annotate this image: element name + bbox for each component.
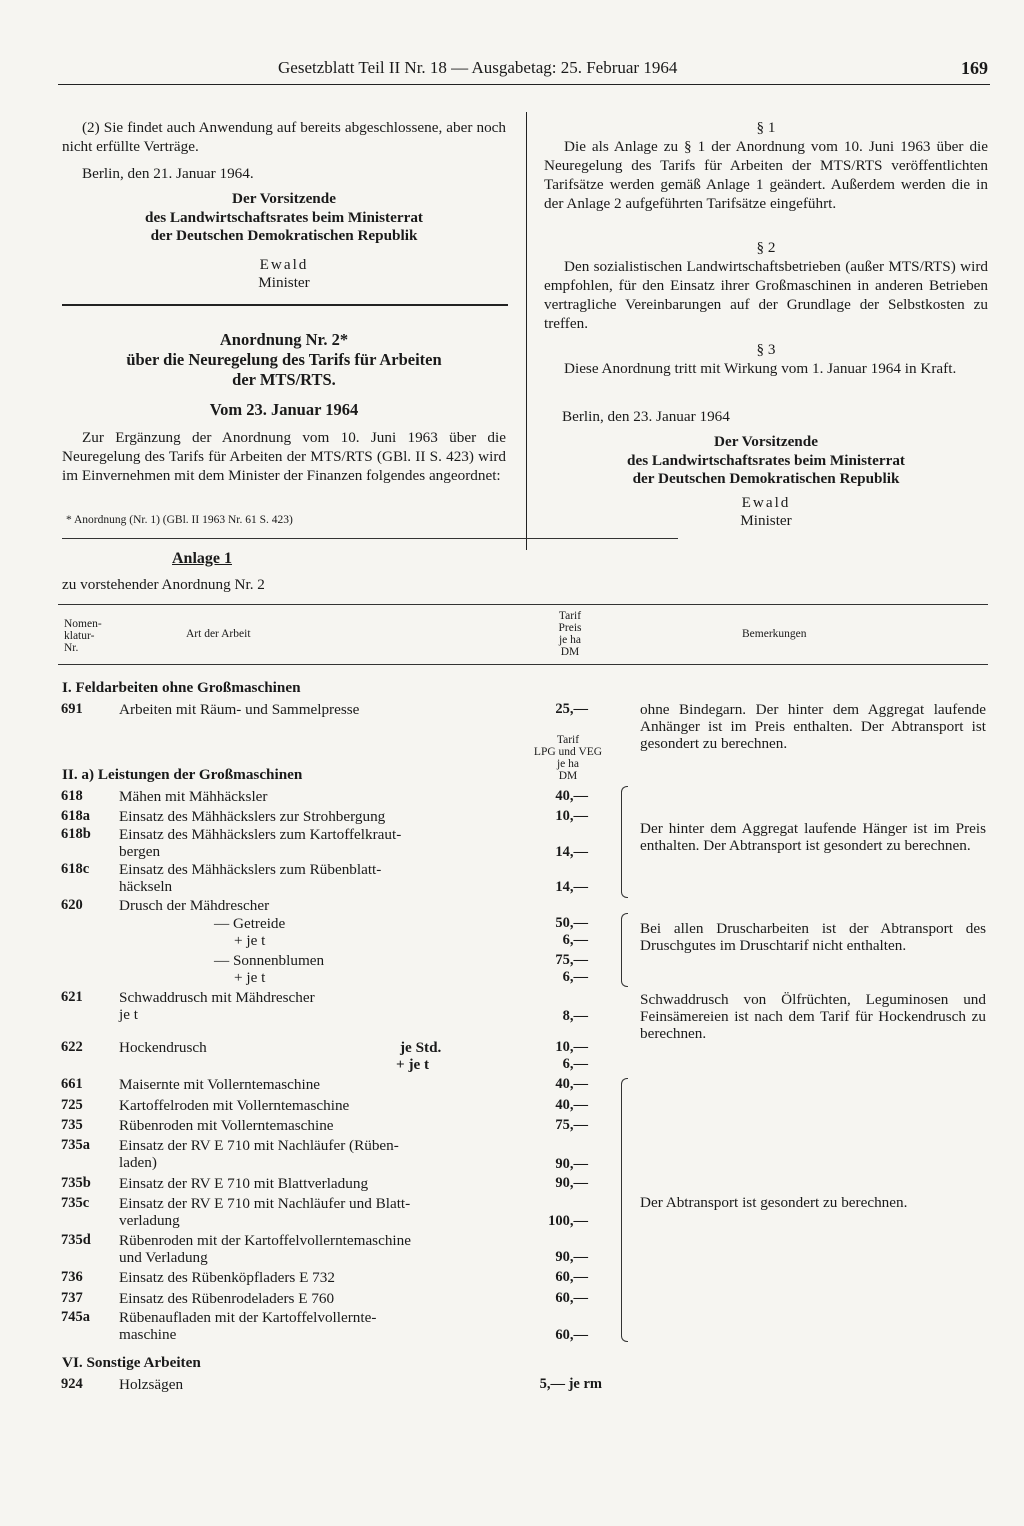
row-price: 8,— — [562, 1008, 588, 1024]
title-line-3: der MTS/RTS. — [232, 370, 336, 389]
row-art: Drusch der Mähdrescher — [119, 897, 270, 914]
page-header — [60, 58, 992, 82]
col-header-tarif-lpg: Tarif LPG und VEG je ha DM — [533, 734, 603, 782]
paragraph-2: (2) Sie findet auch Anwendung auf bereits abgeschlossene, aber noch nicht erfüllte Verträge. — [62, 119, 506, 155]
col-header-nr: Nomen- klatur- Nr. — [64, 618, 102, 654]
signatory-name: Ewald — [741, 494, 791, 511]
table-header-rule — [58, 664, 988, 665]
section-I-heading: I. Feldarbeiten ohne Großmaschinen — [62, 679, 301, 696]
sig-line-2: des Landwirtschaftsrates beim Ministerrat — [145, 208, 423, 226]
row-art: Einsatz des Mähhäckslers zur Strohbergung — [119, 808, 386, 825]
row-nr: 618a — [61, 808, 90, 824]
column-divider — [526, 112, 527, 550]
row-price: 75,— — [555, 1117, 588, 1133]
footnote-rule — [62, 538, 678, 539]
remark: Schwaddrusch von Ölfrüchten, Leguminosen und Feinsämereien ist nach dem Tarif für Hockendrusch zu berechnen. — [640, 991, 986, 1042]
row-art: — Sonnenblumen — [214, 952, 325, 969]
row-art: Rübenaufladen mit der Kartoffelvollernte- maschine — [119, 1309, 377, 1343]
row-art: Einsatz des Mähhäckslers zum Rübenblatt- häckseln — [119, 861, 382, 895]
row-price: 40,— — [555, 1076, 588, 1092]
row-price: 14,— — [555, 844, 588, 860]
row-price: 60,— — [555, 1327, 588, 1343]
col-header-bem: Bemerkungen — [742, 628, 807, 640]
remark: ohne Bindegarn. Der hinter dem Aggregat laufende Anhänger ist im Preis enthalten. Der Abtransport ist gesondert zu berechnen. — [640, 701, 986, 752]
page-number: 169 — [961, 58, 988, 78]
signatory-name: Ewald — [259, 256, 309, 273]
row-nr: 691 — [61, 701, 83, 717]
remark: Der hinter dem Aggregat laufende Hänger ist im Preis enthalten. Der Abtransport ist gesondert zu berechnen. — [640, 820, 986, 854]
group-brace — [621, 786, 628, 898]
row-art: Rübenroden mit Vollerntemaschine — [119, 1117, 334, 1134]
col-header-tarif: Tarif Preis je ha DM — [558, 610, 582, 658]
row-art: Einsatz der RV E 710 mit Nachläufer und Blatt- verladung — [119, 1195, 411, 1229]
row-art: Schwaddrusch mit Mähdrescher je t — [119, 989, 315, 1023]
row-art: Einsatz der RV E 710 mit Nachläufer (Rüben- laden) — [119, 1137, 399, 1171]
row-nr: 735d — [61, 1232, 91, 1248]
row-unit: + je t — [396, 1056, 430, 1073]
title-line-1: Anordnung Nr. 2* — [219, 330, 349, 349]
signatory-1 — [62, 256, 506, 292]
section-2-text: Den sozialistischen Landwirtschaftsbetrieben (außer MTS/RTS) wird empfohlen, für den Einsatz ihrer Großmaschinen in anderen Betrieben vertragliche Vereinbarungen auf der Grundlage der Selbstkosten zu treffen. — [544, 258, 988, 332]
row-price: 75,— — [555, 952, 588, 968]
row-art: + je t — [234, 969, 266, 986]
row-nr: 620 — [61, 897, 83, 913]
sig-line-1: Der Vorsitzende — [714, 433, 818, 450]
row-art: Kartoffelroden mit Vollerntemaschine — [119, 1097, 350, 1114]
row-price: 40,— — [555, 1097, 588, 1113]
row-art: Holzsägen — [119, 1376, 184, 1393]
row-art: Einsatz des Rübenköpfladers E 732 — [119, 1269, 335, 1286]
ordinance-date: Vom 23. Januar 1964 — [209, 400, 359, 419]
row-price: 90,— — [555, 1156, 588, 1172]
sig-line-2: des Landwirtschaftsrates beim Ministerrat — [627, 451, 905, 469]
row-price: 90,— — [555, 1249, 588, 1265]
row-price: 40,— — [555, 788, 588, 804]
row-art: Maisernte mit Vollerntemaschine — [119, 1076, 321, 1093]
row-art: Einsatz des Rübenrodeladers E 760 — [119, 1290, 335, 1307]
row-nr: 735b — [61, 1175, 91, 1191]
place-date-1: Berlin, den 21. Januar 1964. — [82, 165, 254, 182]
sig-line-3: der Deutschen Demokratischen Republik — [632, 470, 900, 487]
row-art: — Getreide — [214, 915, 286, 932]
header-title: Gesetzblatt Teil II Nr. 18 — Ausgabetag: 25. Februar 1964 — [278, 58, 678, 77]
title-line-2: über die Neuregelung des Tarifs für Arbeiten — [126, 350, 442, 369]
row-nr: 737 — [61, 1290, 83, 1306]
row-price: 90,— — [555, 1175, 588, 1191]
row-art: Einsatz des Mähhäckslers zum Kartoffelkraut- bergen — [119, 826, 402, 860]
sig-line-3: der Deutschen Demokratischen Republik — [150, 227, 418, 244]
footnote: * Anordnung (Nr. 1) (GBl. II 1963 Nr. 61 S. 423) — [66, 514, 293, 526]
row-nr: 735 — [61, 1117, 83, 1133]
row-nr: 661 — [61, 1076, 83, 1092]
signature-block-1 — [62, 190, 506, 246]
row-nr: 735a — [61, 1137, 90, 1153]
place-date-2: Berlin, den 23. Januar 1964 — [562, 408, 730, 425]
section-3-text: Diese Anordnung tritt mit Wirkung vom 1. Januar 1964 in Kraft. — [564, 360, 957, 377]
row-art: Rübenroden mit der Kartoffelvollerntemaschine und Verladung — [119, 1232, 411, 1266]
section-3-heading: § 3 — [756, 341, 776, 358]
row-price: 50,— — [555, 915, 588, 931]
group-brace — [621, 1078, 628, 1342]
row-nr: 618c — [61, 861, 90, 877]
section-2-heading: § 2 — [756, 239, 776, 256]
signature-block-2 — [544, 433, 988, 489]
remark: Der Abtransport ist gesondert zu berechnen. — [640, 1194, 908, 1211]
row-nr: 725 — [61, 1097, 83, 1113]
section-VI-heading: VI. Sonstige Arbeiten — [62, 1354, 201, 1371]
row-price: 6,— — [562, 1056, 588, 1072]
row-nr: 618 — [61, 788, 83, 804]
row-nr: 745a — [61, 1309, 90, 1325]
table-top-rule — [58, 604, 988, 605]
section-1-text: Die als Anlage zu § 1 der Anordnung vom 10. Juni 1963 über die Neuregelung des Tarifs für Arbeiten der MTS/RTS veröffentlichten Tarifsätze werden gemäß Anlage 1 geändert. Außerdem werden die in der Anlage 2 aufgeführten Tarifsätze eingeführt. — [544, 138, 988, 212]
ordinance-title — [62, 330, 506, 390]
group-brace — [621, 913, 628, 987]
row-nr: 736 — [61, 1269, 83, 1285]
row-nr: 735c — [61, 1195, 90, 1211]
row-nr: 618b — [61, 826, 91, 842]
header-rule — [58, 84, 990, 85]
row-price: 6,— — [562, 969, 588, 985]
row-price: 60,— — [555, 1269, 588, 1285]
section-IIa-heading: II. a) Leistungen der Großmaschinen — [62, 766, 303, 783]
row-price: 6,— — [562, 932, 588, 948]
row-art: + je t — [234, 932, 266, 949]
remark: Bei allen Druscharbeiten ist der Abtransport des Druschgutes im Druschtarif nicht enthalten. — [640, 920, 986, 954]
row-art: Einsatz der RV E 710 mit Blattverladung — [119, 1175, 369, 1192]
row-nr: 621 — [61, 989, 83, 1005]
row-nr: 622 — [61, 1039, 83, 1055]
row-art: Arbeiten mit Räum- und Sammelpresse — [119, 701, 360, 718]
row-price: 10,— — [555, 1039, 588, 1055]
sig-line-1: Der Vorsitzende — [232, 190, 336, 207]
row-art: Hockendrusch — [119, 1039, 207, 1056]
row-price: 60,— — [555, 1290, 588, 1306]
row-price: 5,— je rm — [539, 1376, 602, 1392]
row-art: Mähen mit Mähhäcksler — [119, 788, 268, 805]
col-header-art: Art der Arbeit — [186, 628, 251, 640]
row-price: 10,— — [555, 808, 588, 824]
section-1-heading: § 1 — [756, 119, 776, 136]
appendix-subtitle: zu vorstehender Anordnung Nr. 2 — [62, 576, 265, 593]
appendix-title: Anlage 1 — [172, 550, 232, 567]
signatory-role: Minister — [258, 274, 310, 291]
row-price: 100,— — [548, 1213, 588, 1229]
ordinance-intro: Zur Ergänzung der Anordnung vom 10. Juni 1963 über die Neuregelung des Tarifs für Arbeiten der MTS/RTS (GBl. II S. 423) wird im Einvernehmen mit dem Minister der Finanzen folgendes angeordnet: — [62, 429, 506, 484]
row-unit: je Std. — [400, 1039, 442, 1056]
row-nr: 924 — [61, 1376, 83, 1392]
row-price: 25,— — [555, 701, 588, 717]
section-rule — [62, 304, 508, 306]
signatory-role: Minister — [740, 512, 792, 529]
signatory-2 — [544, 494, 988, 530]
row-price: 14,— — [555, 879, 588, 895]
